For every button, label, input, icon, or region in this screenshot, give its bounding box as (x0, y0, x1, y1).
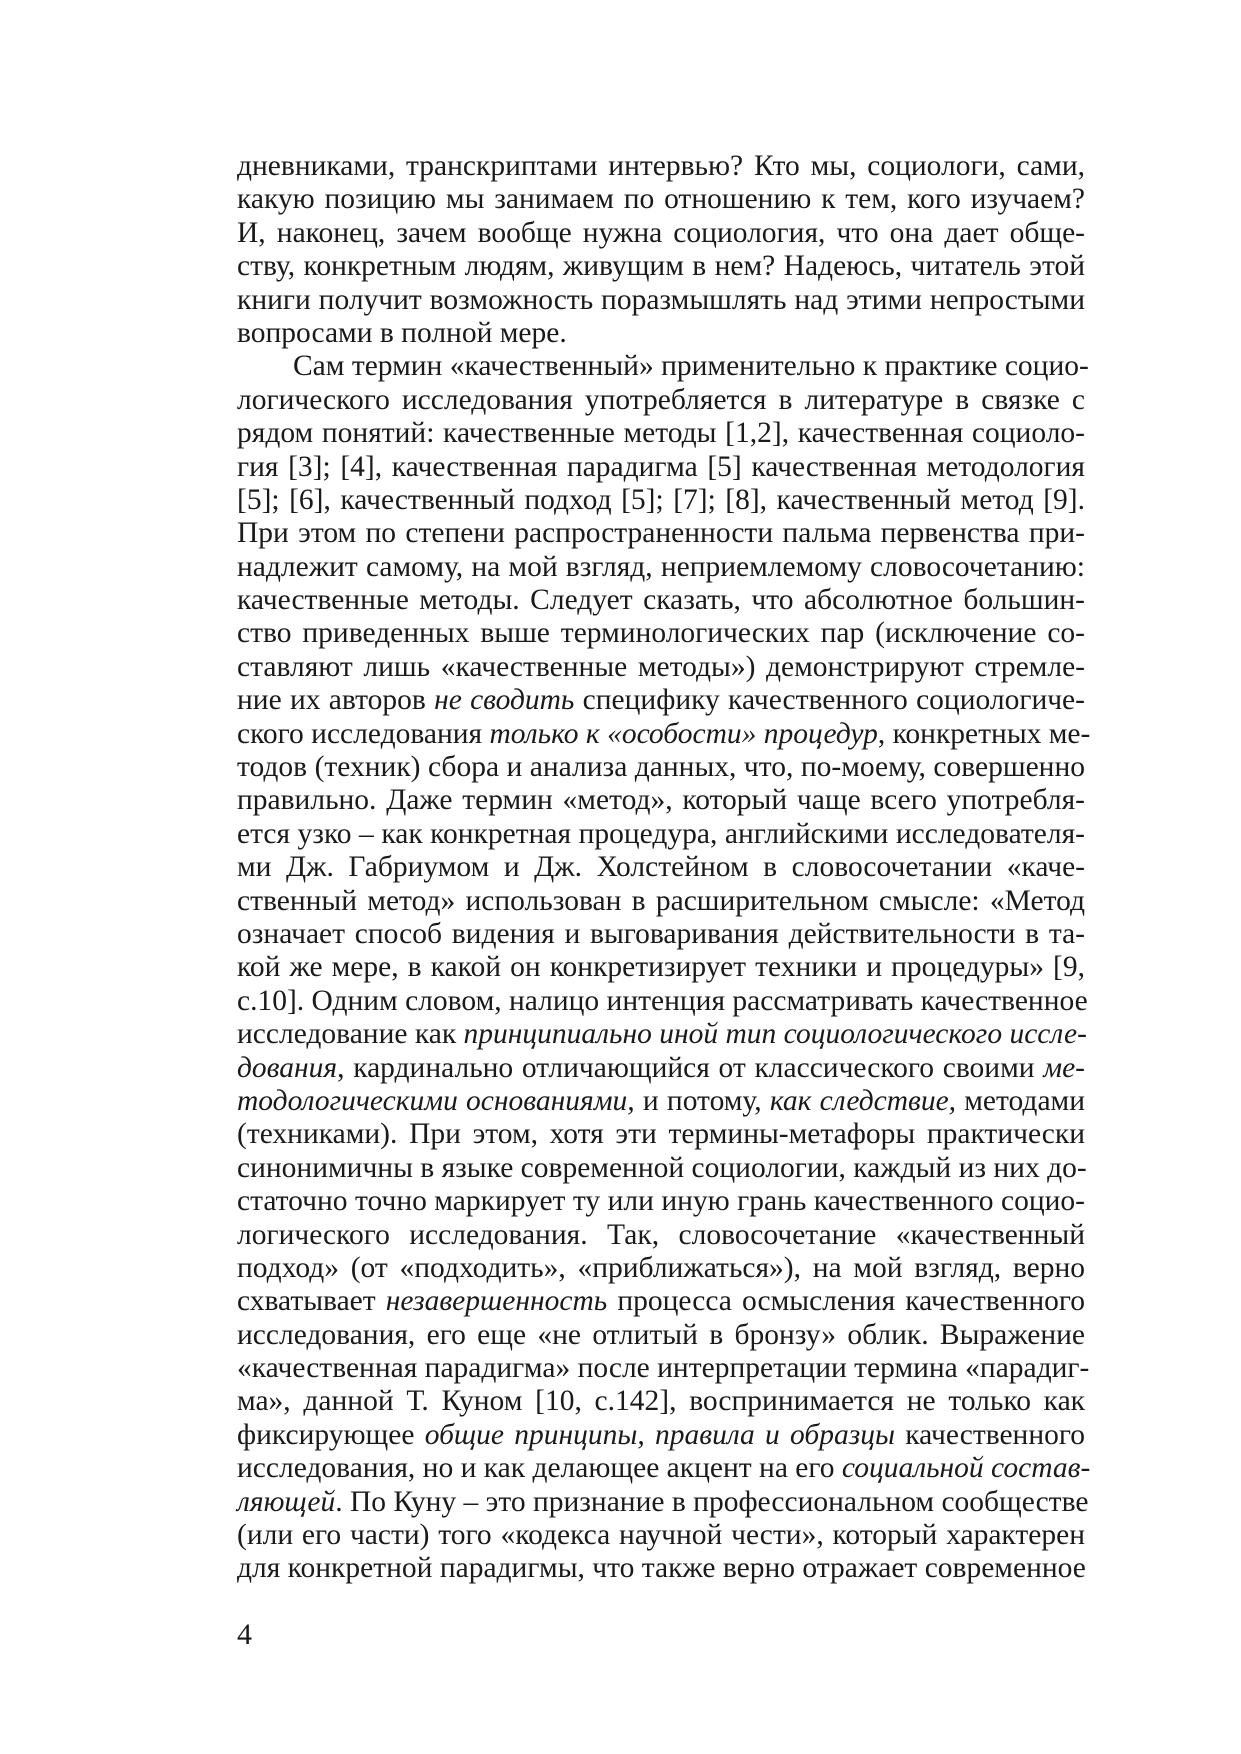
text-line: книги получит возможность поразмышлять над этими непростыми (237, 283, 1085, 316)
text-segment: качественного (895, 1418, 1085, 1451)
text-line: (техниками). При этом, хотя эти термины-метафоры практически (237, 1118, 1085, 1151)
text-segment: и потому, (634, 1084, 770, 1117)
text-line: ству, конкретным людям, живущим в нем? Надеюсь, читатель этой (237, 250, 1085, 283)
text-segment: процесса осмысления качественного (607, 1285, 1085, 1318)
text-line: синонимичны в языке современной социологии, каждый из них до- (237, 1151, 1087, 1184)
text-line: означает способ видения и выговаривания действительности в та- (237, 917, 1085, 950)
text-line (237, 717, 1091, 751)
text-line (237, 1018, 1085, 1051)
text-line: какую позицию мы занимаем по отношению к тем, кого изучаем? (237, 183, 1085, 216)
italic-segment: дования (237, 1051, 338, 1084)
text-segment: . По Куну – это признание в профессиональном сообществе (335, 1485, 1089, 1518)
text-line: вопросами в полной мере. (237, 316, 567, 349)
text-line: кой же мере, в какой он конкретизирует техники и процедуры» [9, (237, 951, 1085, 984)
text-line (237, 684, 1085, 717)
text-segment: специфику качественного социологиче- (574, 684, 1085, 717)
italic-segment: социальной состав- (841, 1452, 1091, 1485)
text-line: ется узко – как конкретная процедура, английскими исследователя- (237, 817, 1085, 850)
text-line (237, 1085, 1085, 1118)
text-line: подход» (от «подходить», «приближаться»), на мой взгляд, верно (237, 1251, 1085, 1284)
italic-segment: принципиально иной тип социологического иссле- (463, 1018, 1087, 1051)
text-line: надлежит самому, на мой взгляд, неприемлемому словосочетанию: (237, 550, 1085, 583)
text-line: «качественная парадигма» после интерпретации термина «парадиг- (237, 1352, 1090, 1385)
text-line: статочно точно маркирует ту или иную грань качественного социо- (237, 1185, 1085, 1218)
italic-segment: как следствие, (769, 1084, 957, 1117)
text-line: ми Дж. Габриумом и Дж. Холстейном в словосочетании «каче- (237, 851, 1085, 884)
italic-segment: ме- (1043, 1051, 1085, 1084)
italic-segment: ляющей (237, 1485, 336, 1518)
text-line: логического исследования. Так, словосочетание «качественный (237, 1218, 1085, 1251)
text-line (237, 1485, 1089, 1519)
text-line: гия [3]; [4], качественная парадигма [5] качественная методология (237, 450, 1085, 483)
text-line (237, 1052, 1085, 1085)
text-segment: фиксирующее (237, 1418, 425, 1451)
text-line: ство приведенных выше терминологических пар (исключение со- (237, 617, 1085, 650)
italic-segment: не сводить (434, 684, 575, 717)
text-line: правильно. Даже термин «метод», который чаще всего употребля- (237, 784, 1085, 817)
text-line: для конкретной парадигмы, что также верно отражает современное (237, 1552, 1086, 1585)
text-segment: , конкретных ме- (877, 717, 1091, 750)
body-text (237, 150, 1091, 1586)
text-line: Сам термин «качественный» применительно к практике социо- (293, 350, 1089, 383)
text-line: (или его части) того «кодекса научной чести», который характерен (237, 1519, 1085, 1552)
text-line: ставляют лишь «качественные методы») демонстрируют стремле- (237, 650, 1085, 683)
text-segment: схватывает (237, 1285, 386, 1318)
text-line: с.10]. Одним словом, налицо интенция рассматривать качественное (237, 984, 1088, 1017)
text-line: ма», данной Т. Куном [10, с.142], воспринимается не только как (237, 1385, 1085, 1418)
text-line (237, 1285, 1085, 1318)
italic-segment: общие принципы, правила и образцы (424, 1418, 895, 1451)
text-line: И, наконец, зачем вообще нужна социология, что она дает обще- (237, 216, 1085, 249)
italic-segment: тодологическими основаниями, (237, 1084, 635, 1117)
italic-segment: незавершенность (385, 1285, 608, 1318)
text-segment: исследования, но и как делающее акцент на его (237, 1452, 842, 1485)
text-line (237, 1419, 1085, 1452)
text-line: логического исследования употребляется в литературе в связке с (237, 383, 1085, 416)
text-line: [5]; [6], качественный подход [5]; [7]; [8], качественный метод [9]. (237, 483, 1085, 516)
text-segment: методами (956, 1084, 1085, 1117)
italic-segment: только к «особости» процедур (489, 717, 878, 750)
text-segment: , кардинально отличающийся от классического своими (337, 1051, 1044, 1084)
text-line: тодов (техник) сбора и анализа данных, что, по-моему, совершенно (237, 751, 1085, 784)
text-segment: исследование как (237, 1018, 464, 1051)
text-line: рядом понятий: качественные методы [1,2], качественная социоло- (237, 417, 1085, 450)
page-number: 4 (237, 1618, 252, 1651)
text-line (237, 1452, 1091, 1485)
text-line: При этом по степени распространенности пальма первенства при- (237, 517, 1085, 550)
text-line: исследования, его еще «не отлитый в бронзу» облик. Выражение (237, 1318, 1085, 1351)
text-line: ственный метод» использован в расширительном смысле: «Метод (237, 884, 1085, 917)
text-segment: ского исследования (237, 717, 490, 750)
text-segment: ние их авторов (237, 684, 435, 717)
text-line: качественные методы. Следует сказать, что абсолютное большин- (237, 584, 1085, 617)
text-line: дневниками, транскриптами интервью? Кто мы, социологи, сами, (237, 150, 1085, 182)
